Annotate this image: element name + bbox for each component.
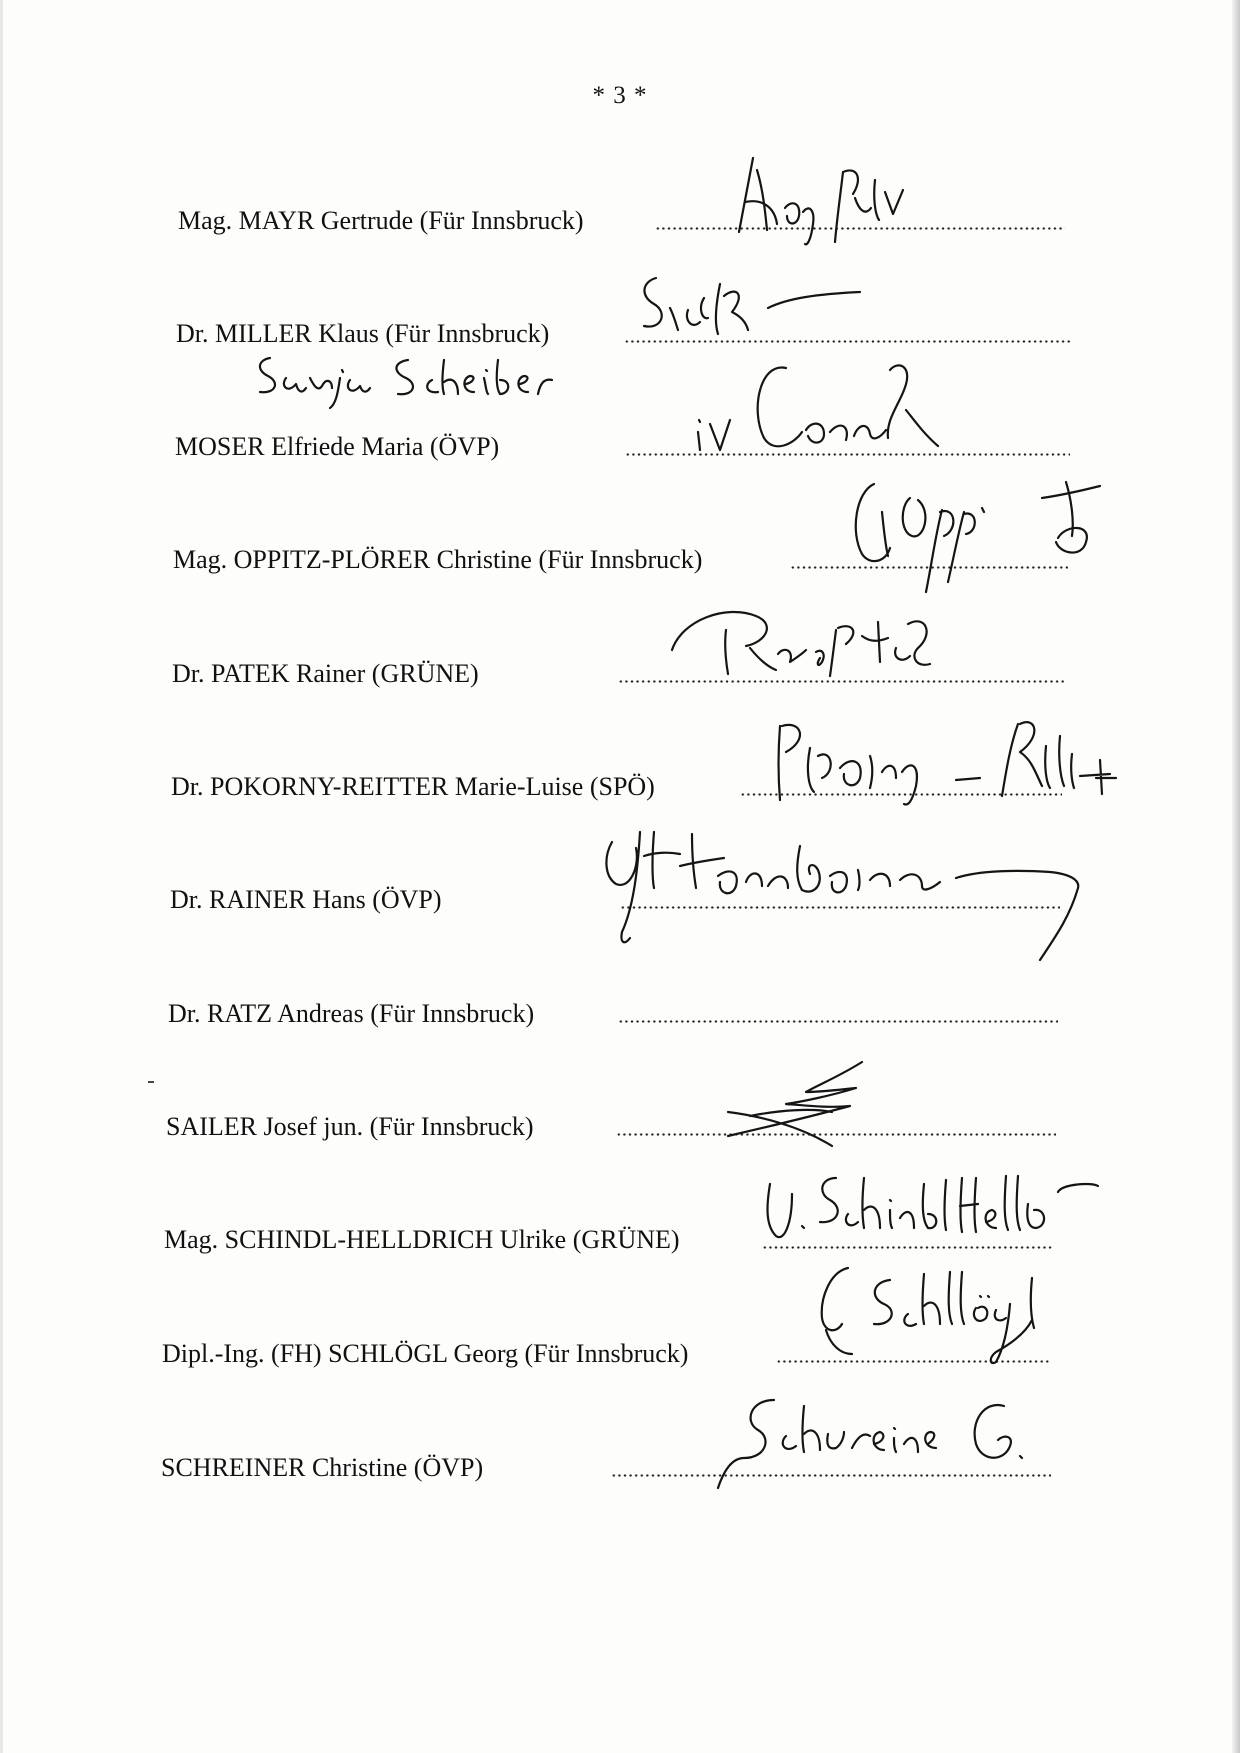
signatory-label: Mag. OPPITZ-PLÖRER Christine (Für Innsbruck) xyxy=(173,545,703,574)
signatory-label: Dr. RAINER Hans (ÖVP) xyxy=(170,885,442,914)
signature-image xyxy=(725,150,945,250)
signature-image xyxy=(690,350,980,460)
signature-image xyxy=(800,1258,1070,1368)
scan-edge-right xyxy=(1232,0,1240,1753)
signature-image xyxy=(600,826,1160,976)
signatory-label: SCHREINER Christine (ÖVP) xyxy=(161,1453,484,1482)
signatory-label: Mag. SCHINDL-HELLDRICH Ulrike (GRÜNE) xyxy=(164,1225,680,1254)
signature-row xyxy=(168,989,1068,1029)
signature-image xyxy=(770,716,1150,806)
signature-line xyxy=(618,1020,1058,1023)
handwritten-annotation xyxy=(248,348,568,412)
signature-image xyxy=(762,1164,1112,1254)
signatory-label: MOSER Elfriede Maria (ÖVP) xyxy=(175,432,500,461)
signatory-label: Dr. RATZ Andreas (Für Innsbruck) xyxy=(168,999,535,1028)
signature-row xyxy=(176,309,1076,349)
signatory-label: Dipl.-Ing. (FH) SCHLÖGL Georg (Für Innsbruck) xyxy=(162,1339,689,1368)
signature-image xyxy=(720,1056,920,1156)
signatory-label: Dr. PATEK Rainer (GRÜNE) xyxy=(172,659,479,688)
signature-image xyxy=(846,472,1146,602)
signatory-label: Mag. MAYR Gertrude (Für Innsbruck) xyxy=(178,206,584,235)
signature-image xyxy=(628,268,868,352)
signature-image xyxy=(666,602,1016,692)
scan-mark xyxy=(148,1081,154,1083)
signatory-label: Dr. MILLER Klaus (Für Innsbruck) xyxy=(176,319,550,348)
signature-row xyxy=(166,1102,1066,1142)
page-number: * 3 * xyxy=(592,82,648,109)
signature-image xyxy=(714,1392,1074,1498)
signatory-label: SAILER Josef jun. (Für Innsbruck) xyxy=(166,1112,534,1141)
scan-edge-left xyxy=(0,0,3,1753)
signatory-label: Dr. POKORNY-REITTER Marie-Luise (SPÖ) xyxy=(171,772,655,801)
